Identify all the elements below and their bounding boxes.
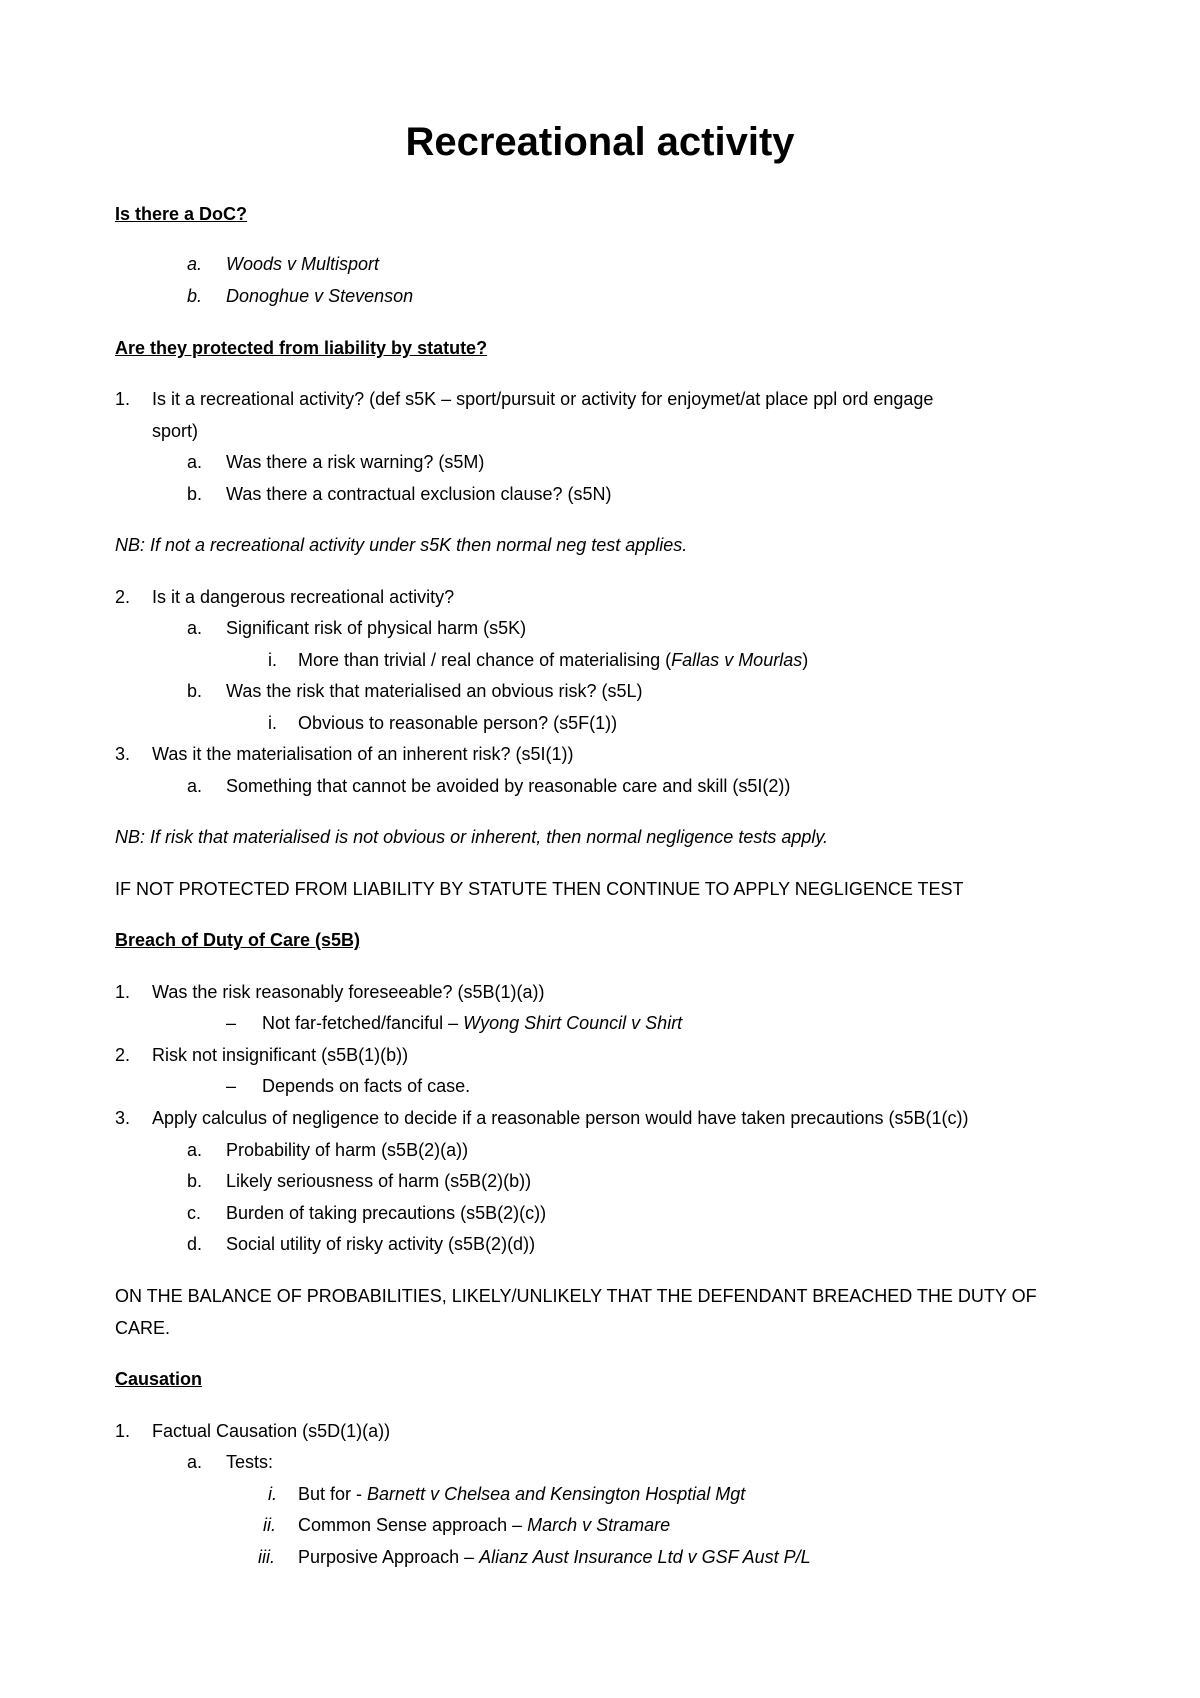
caps-balance-note-cont: CARE. [115, 1318, 171, 1338]
item-probability: Probability of harm (s5B(2)(a)) [226, 1140, 469, 1160]
list-marker: b. [187, 681, 203, 701]
item-text: But for - [298, 1484, 368, 1504]
item-text: Not far-fetched/fanciful – [262, 1013, 464, 1033]
list-marker: c. [187, 1203, 202, 1223]
item-text-tail: ) [802, 650, 809, 670]
item-exclusion-clause: Was there a contractual exclusion clause? (s5N) [226, 484, 612, 504]
item-burden: Burden of taking precautions (s5B(2)(c)) [226, 1203, 547, 1223]
list-marker: b. [187, 484, 203, 504]
item-text: More than trivial / real chance of materialising ( [298, 650, 672, 670]
dash-marker: – [226, 1013, 237, 1033]
list-marker: i. [268, 650, 277, 670]
test-but-for [298, 1480, 745, 1508]
list-marker: 3. [115, 744, 131, 764]
section-heading-breach: Breach of Duty of Care (s5B) [115, 930, 361, 950]
question-recreational-activity: Is it a recreational activity? (def s5K – sport/pursuit or activity for enjoymet/at place ppl ord engage [152, 389, 934, 409]
item-risk-warning: Was there a risk warning? (s5M) [226, 452, 485, 472]
list-marker: iii. [258, 1547, 275, 1567]
item-more-than-trivial [298, 646, 808, 674]
list-marker: a. [187, 452, 203, 472]
list-marker: 2. [115, 1045, 131, 1065]
list-marker: b. [187, 1171, 203, 1191]
list-marker: b. [187, 286, 203, 306]
question-dangerous-activity: Is it a dangerous recreational activity? [152, 587, 455, 607]
case-alianz: Alianz Aust Insurance Ltd v GSF Aust P/L [479, 1547, 811, 1567]
section-heading-causation: Causation [115, 1369, 203, 1389]
item-tests: Tests: [226, 1452, 274, 1472]
item-depends-facts: Depends on facts of case. [262, 1076, 471, 1096]
list-marker: a. [187, 618, 203, 638]
item-cannot-be-avoided: Something that cannot be avoided by reasonable care and skill (s5I(2)) [226, 776, 791, 796]
item-social-utility: Social utility of risky activity (s5B(2)(d)) [226, 1234, 536, 1254]
question-inherent-risk: Was it the materialisation of an inherent risk? (s5I(1)) [152, 744, 574, 764]
caps-balance-note: ON THE BALANCE OF PROBABILITIES, LIKELY/UNLIKELY THAT THE DEFENDANT BREACHED THE DUTY OF [115, 1286, 1037, 1306]
case-fallas: Fallas v Mourlas [671, 650, 803, 670]
item-significant-risk: Significant risk of physical harm (s5K) [226, 618, 527, 638]
item-text: Common Sense approach – [298, 1515, 528, 1535]
page-title: Recreational activity [405, 120, 795, 164]
item-far-fetched [262, 1009, 682, 1037]
list-marker: 3. [115, 1108, 131, 1128]
case-barnett: Barnett v Chelsea and Kensington Hosptial Mgt [367, 1484, 746, 1504]
list-marker: 1. [115, 982, 131, 1002]
item-obvious-risk: Was the risk that materialised an obvious risk? (s5L) [226, 681, 643, 701]
list-marker: a. [187, 1452, 203, 1472]
section-heading-statute: Are they protected from liability by statute? [115, 338, 488, 358]
question-not-insignificant: Risk not insignificant (s5B(1)(b)) [152, 1045, 409, 1065]
list-marker: d. [187, 1234, 203, 1254]
list-marker: a. [187, 1140, 203, 1160]
item-seriousness: Likely seriousness of harm (s5B(2)(b)) [226, 1171, 532, 1191]
question-calculus: Apply calculus of negligence to decide if a reasonable person would have taken precautions (s5B(1(c)) [152, 1108, 969, 1128]
case-wyong: Wyong Shirt Council v Shirt [463, 1013, 683, 1033]
case-woods: Woods v Multisport [226, 254, 380, 274]
case-donoghue: Donoghue v Stevenson [226, 286, 414, 306]
list-marker: 1. [115, 1421, 131, 1441]
list-marker: ii. [263, 1515, 276, 1535]
question-foreseeable: Was the risk reasonably foreseeable? (s5B(1)(a)) [152, 982, 545, 1002]
list-marker: i. [268, 1484, 277, 1504]
test-purposive [298, 1543, 811, 1571]
item-obvious-reasonable: Obvious to reasonable person? (s5F(1)) [298, 713, 618, 733]
question-recreational-activity-cont: sport) [152, 421, 199, 441]
nb-note-negligence: NB: If risk that materialised is not obvious or inherent, then normal negligence tests apply. [115, 827, 829, 847]
case-march: March v Stramare [527, 1515, 671, 1535]
test-common-sense [298, 1511, 670, 1539]
question-factual-causation: Factual Causation (s5D(1)(a)) [152, 1421, 391, 1441]
caps-statute-note: IF NOT PROTECTED FROM LIABILITY BY STATUTE THEN CONTINUE TO APPLY NEGLIGENCE TEST [115, 879, 964, 899]
nb-note-recreational: NB: If not a recreational activity under s5K then normal neg test applies. [115, 535, 688, 555]
list-marker: 1. [115, 389, 131, 409]
list-marker: 2. [115, 587, 131, 607]
list-marker: a. [187, 776, 203, 796]
section-heading-doc: Is there a DoC? [115, 204, 248, 224]
list-marker: a. [187, 254, 203, 274]
list-marker: i. [268, 713, 277, 733]
dash-marker: – [226, 1076, 237, 1096]
item-text: Purposive Approach – [298, 1547, 480, 1567]
